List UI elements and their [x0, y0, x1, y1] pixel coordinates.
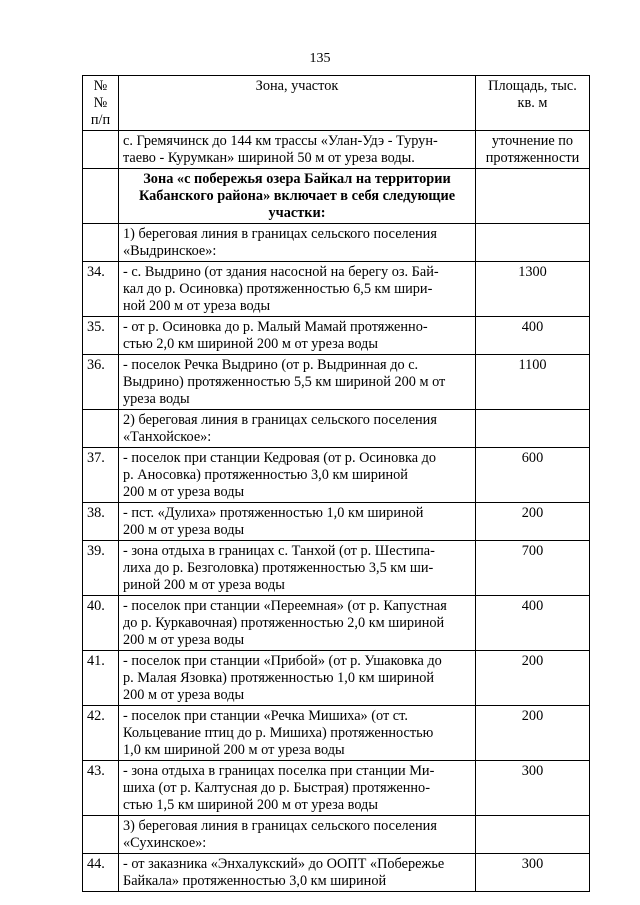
row-area: 200: [476, 706, 590, 761]
row-zone: - зона отдыха в границах с. Танхой (от р. Шестипа- лиха до р. Безголовка) протяженностью 3,5 км ши- риной 200 м от уреза воды: [119, 541, 476, 596]
row-number: 44.: [83, 854, 119, 892]
table-row: [83, 854, 590, 892]
row-number: 42.: [83, 706, 119, 761]
row-number: 39.: [83, 541, 119, 596]
row-zone: - поселок при станции «Прибой» (от р. Ушаковка до р. Малая Язовка) протяженностью 1,0 км шириной 200 м от уреза воды: [119, 651, 476, 706]
row-zone: - поселок Речка Выдрино (от р. Выдринная до с. Выдрино) протяженностью 5,5 км шириной 200 м от уреза воды: [119, 355, 476, 410]
page-number: 135: [309, 51, 331, 66]
header-zone: Зона, участок: [119, 76, 476, 131]
row-area: 300: [476, 761, 590, 816]
table-row: [83, 816, 590, 854]
row-area: 1300: [476, 262, 590, 317]
row-number: [83, 169, 119, 224]
row-area: 400: [476, 317, 590, 355]
row-number: 43.: [83, 761, 119, 816]
zones-table: [82, 75, 590, 892]
row-zone: - поселок при станции «Речка Мишиха» (от ст. Кольцевание птиц до р. Мишиха) протяженностью 1,0 км шириной 200 м от уреза воды: [119, 706, 476, 761]
header-num: №№ п/п: [83, 76, 119, 131]
row-area: 200: [476, 503, 590, 541]
row-zone: с. Гремячинск до 144 км трассы «Улан-Удэ - Турун- таево - Курумкан» шириной 50 м от уреза воды.: [119, 131, 476, 169]
table-row: [83, 448, 590, 503]
table-row: [83, 596, 590, 651]
table-row: [83, 410, 590, 448]
table-header-row: [83, 76, 590, 131]
row-number: 34.: [83, 262, 119, 317]
row-number: [83, 410, 119, 448]
row-number: 41.: [83, 651, 119, 706]
row-number: 40.: [83, 596, 119, 651]
row-zone: - от р. Осиновка до р. Малый Мамай протяженно- стью 2,0 км шириной 200 м от уреза воды: [119, 317, 476, 355]
row-area: 400: [476, 596, 590, 651]
table-row: [83, 262, 590, 317]
row-area: 1100: [476, 355, 590, 410]
row-number: [83, 224, 119, 262]
row-area: [476, 224, 590, 262]
row-zone: 1) береговая линия в границах сельского поселения «Выдринское»:: [119, 224, 476, 262]
row-number: 36.: [83, 355, 119, 410]
row-number: 37.: [83, 448, 119, 503]
row-number: [83, 816, 119, 854]
row-area: 700: [476, 541, 590, 596]
row-zone: - зона отдыха в границах поселка при станции Ми- шиха (от р. Калтусная до р. Быстрая) протяженно- стью 1,5 км шириной 200 м от уреза воды: [119, 761, 476, 816]
row-zone: 2) береговая линия в границах сельского поселения «Танхойское»:: [119, 410, 476, 448]
row-area: 300: [476, 854, 590, 892]
row-zone: - от заказника «Энхалукский» до ООПТ «Побережье Байкала» протяженностью 3,0 км шириной: [119, 854, 476, 892]
table-row: [83, 503, 590, 541]
row-zone: 3) береговая линия в границах сельского поселения «Сухинское»:: [119, 816, 476, 854]
row-zone: - с. Выдрино (от здания насосной на берегу оз. Бай- кал до р. Осиновка) протяженностью 6,5 км шири- ной 200 м от уреза воды: [119, 262, 476, 317]
table-row: [83, 355, 590, 410]
table-row: [83, 169, 590, 224]
row-number: 38.: [83, 503, 119, 541]
row-zone: - пст. «Дулиха» протяженностью 1,0 км шириной 200 м от уреза воды: [119, 503, 476, 541]
table-row: [83, 224, 590, 262]
table-row: [83, 317, 590, 355]
row-area: 200: [476, 651, 590, 706]
row-number: [83, 131, 119, 169]
header-area: Площадь, тыс. кв. м: [476, 76, 590, 131]
section-title: Зона «с побережья озера Байкал на территории Кабанского района» включает в себя следующие участки:: [119, 169, 476, 224]
row-area: 600: [476, 448, 590, 503]
table-row: [83, 706, 590, 761]
table-row: [83, 761, 590, 816]
table-row: [83, 651, 590, 706]
row-zone: - поселок при станции Кедровая (от р. Осиновка до р. Аносовка) протяженностью 3,0 км шириной 200 м от уреза воды: [119, 448, 476, 503]
table-row: [83, 131, 590, 169]
row-area: [476, 816, 590, 854]
row-area: уточнение по протяженности: [476, 131, 590, 169]
row-area: [476, 410, 590, 448]
table-row: [83, 541, 590, 596]
row-area: [476, 169, 590, 224]
row-zone: - поселок при станции «Переемная» (от р. Капустная до р. Куркавочная) протяженностью 2,0 км шириной 200 м от уреза воды: [119, 596, 476, 651]
row-number: 35.: [83, 317, 119, 355]
